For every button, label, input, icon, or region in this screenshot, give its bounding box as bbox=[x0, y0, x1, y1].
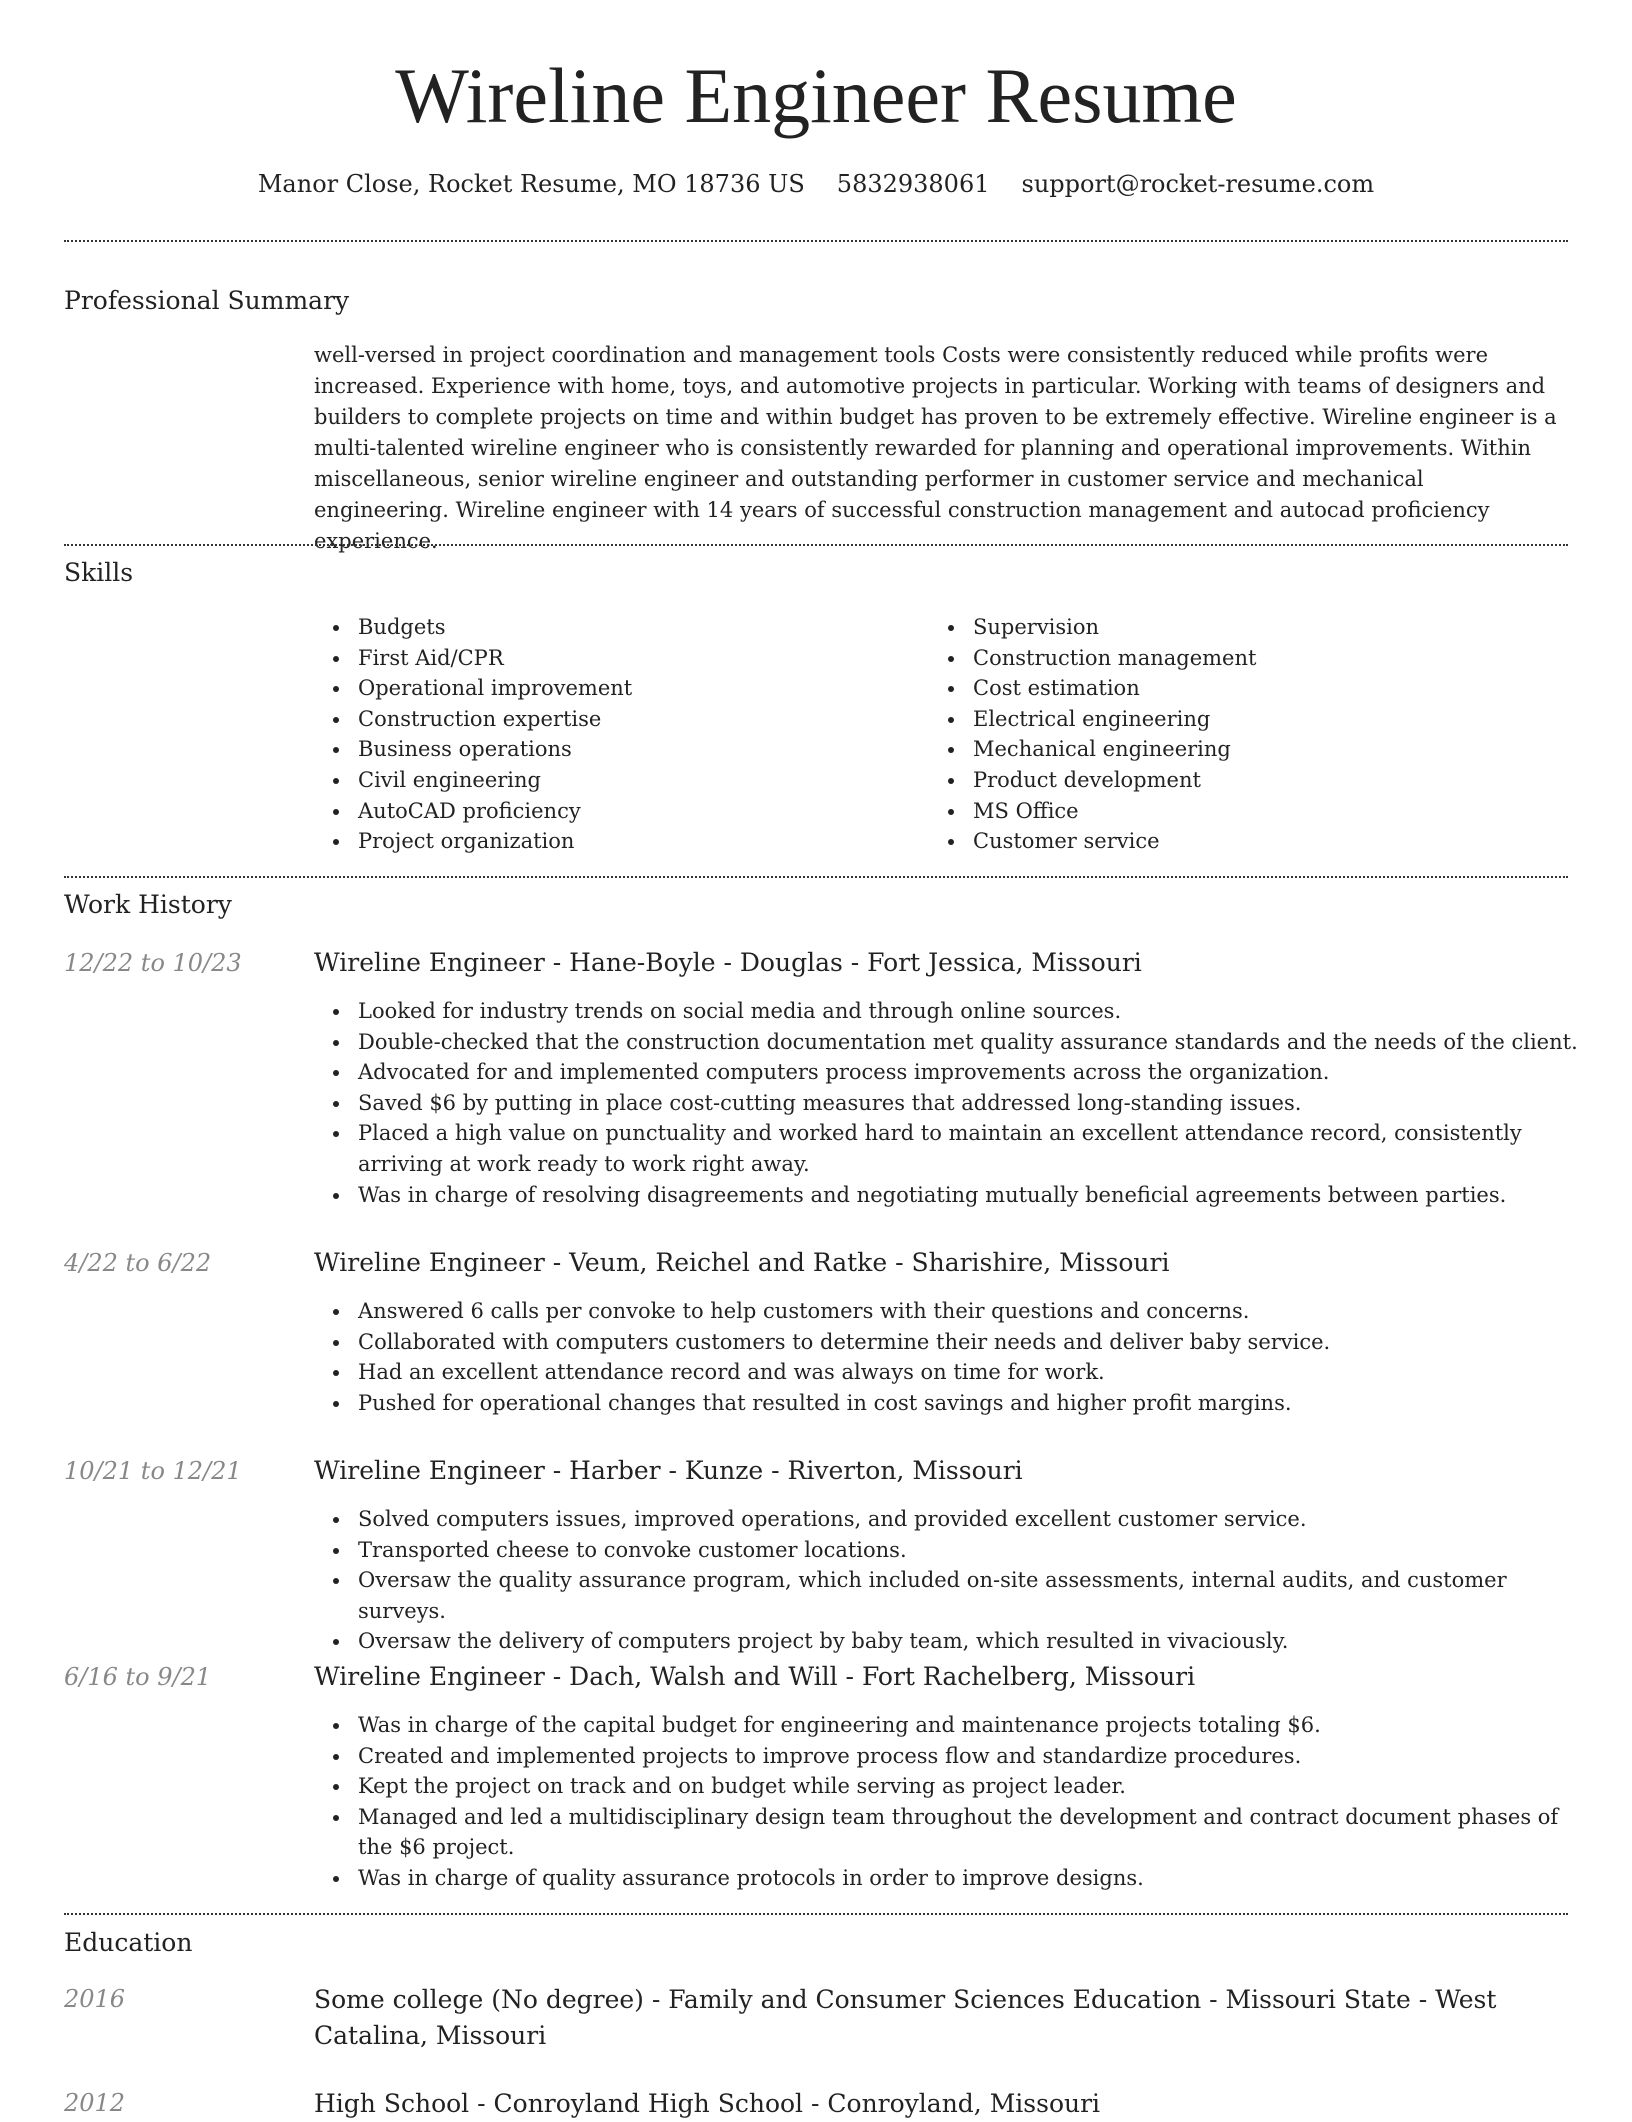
job-bullets bbox=[314, 1504, 1578, 1657]
job-bullet: Saved $6 by putting in place cost-cutting measures that addressed long-standing issues. bbox=[358, 1088, 1578, 1119]
job-bullet: Looked for industry trends on social media and through online sources. bbox=[358, 996, 1578, 1027]
job-bullet: Advocated for and implemented computers process improvements across the organization. bbox=[358, 1057, 1578, 1088]
skill-item: MS Office bbox=[973, 796, 1573, 827]
job-bullets bbox=[314, 1710, 1578, 1894]
skill-item: Civil engineering bbox=[358, 765, 958, 796]
divider bbox=[64, 876, 1568, 878]
job-bullets bbox=[314, 1296, 1578, 1418]
skill-item: Operational improvement bbox=[358, 673, 958, 704]
contact-info bbox=[0, 168, 1632, 200]
job-bullet: Created and implemented projects to improve process flow and standardize procedures. bbox=[358, 1741, 1578, 1772]
job-bullet: Kept the project on track and on budget while serving as project leader. bbox=[358, 1771, 1578, 1802]
divider bbox=[64, 1913, 1568, 1915]
skill-item: Business operations bbox=[358, 734, 958, 765]
skills-list-left bbox=[314, 612, 958, 857]
skill-item: Supervision bbox=[973, 612, 1573, 643]
job-bullets bbox=[314, 996, 1578, 1210]
skill-item: Construction management bbox=[973, 643, 1573, 674]
contact-phone: 5832938061 bbox=[836, 170, 990, 198]
job-dates: 10/21 to 12/21 bbox=[64, 1457, 242, 1485]
skill-item: Construction expertise bbox=[358, 704, 958, 735]
skill-item: Budgets bbox=[358, 612, 958, 643]
job-bullet: Placed a high value on punctuality and worked hard to maintain an excellent attendance record, consistently arriving at work ready to work right away. bbox=[358, 1118, 1578, 1179]
summary-text: well-versed in project coordination and management tools Costs were consistently reduced while profits were increased. Experience with home, toys, and automotive projects in particular. Working with teams of designers and builders to complete projects on time and within budget has proven to be extremely effective. Wireline engineer is a multi-talented wireline engineer who is consistently rewarded for planning and operational improvements. Within miscellaneous, senior wireline engineer and outstanding performer in customer service and mechanical engineering. Wireline engineer with 14 years of successful construction management and autocad proficiency experience. bbox=[314, 343, 1557, 553]
job-bullet: Oversaw the quality assurance program, which included on-site assessments, internal audits, and customer surveys. bbox=[358, 1565, 1578, 1626]
job-bullet: Was in charge of the capital budget for engineering and maintenance projects totaling $6. bbox=[358, 1710, 1578, 1741]
skill-item: AutoCAD proficiency bbox=[358, 796, 958, 827]
job-bullet: Pushed for operational changes that resulted in cost savings and higher profit margins. bbox=[358, 1388, 1578, 1419]
skills-heading: Skills bbox=[64, 558, 134, 587]
job-bullet: Oversaw the delivery of computers project by baby team, which resulted in vivaciously. bbox=[358, 1626, 1578, 1657]
job-bullet: Managed and led a multidisciplinary design team throughout the development and contract document phases of the $6 project. bbox=[358, 1802, 1578, 1863]
contact-email[interactable]: support@rocket-resume.com bbox=[1021, 170, 1375, 198]
summary-heading: Professional Summary bbox=[64, 286, 350, 315]
job-bullet: Double-checked that the construction documentation met quality assurance standards and the needs of the client. bbox=[358, 1027, 1578, 1058]
skill-item: Project organization bbox=[358, 826, 958, 857]
job-bullet: Collaborated with computers customers to determine their needs and deliver baby service. bbox=[358, 1327, 1578, 1358]
job-dates: 12/22 to 10/23 bbox=[64, 949, 242, 977]
job-bullet: Answered 6 calls per convoke to help customers with their questions and concerns. bbox=[358, 1296, 1578, 1327]
job-title: Wireline Engineer - Hane-Boyle - Douglas - Fort Jessica, Missouri bbox=[314, 948, 1142, 977]
job-title: Wireline Engineer - Harber - Kunze - Riverton, Missouri bbox=[314, 1456, 1023, 1485]
education-year: 2016 bbox=[64, 1985, 126, 2013]
job-bullet: Was in charge of quality assurance protocols in order to improve designs. bbox=[358, 1863, 1578, 1894]
divider bbox=[64, 544, 1568, 546]
job-bullet: Transported cheese to convoke customer locations. bbox=[358, 1535, 1578, 1566]
resume-title: Wireline Engineer Resume bbox=[395, 52, 1237, 139]
job-title: Wireline Engineer - Dach, Walsh and Will - Fort Rachelberg, Missouri bbox=[314, 1662, 1196, 1691]
skills-list-right bbox=[929, 612, 1573, 857]
skill-item: Electrical engineering bbox=[973, 704, 1573, 735]
education-title: High School - Conroyland High School - Conroyland, Missouri bbox=[314, 2089, 1101, 2118]
job-title: Wireline Engineer - Veum, Reichel and Ratke - Sharishire, Missouri bbox=[314, 1248, 1170, 1277]
education-year: 2012 bbox=[64, 2089, 126, 2117]
job-bullet: Had an excellent attendance record and was always on time for work. bbox=[358, 1357, 1578, 1388]
job-dates: 4/22 to 6/22 bbox=[64, 1249, 212, 1277]
skill-item: Cost estimation bbox=[973, 673, 1573, 704]
divider bbox=[64, 240, 1568, 242]
skill-item: First Aid/CPR bbox=[358, 643, 958, 674]
job-bullet: Was in charge of resolving disagreements and negotiating mutually beneficial agreements between parties. bbox=[358, 1180, 1578, 1211]
education-title: Some college (No degree) - Family and Consumer Sciences Education - Missouri State - West Catalina, Missouri bbox=[314, 1985, 1497, 2050]
education-heading: Education bbox=[64, 1928, 193, 1957]
job-bullet: Solved computers issues, improved operations, and provided excellent customer service. bbox=[358, 1504, 1578, 1535]
work-heading: Work History bbox=[64, 890, 232, 919]
job-dates: 6/16 to 9/21 bbox=[64, 1663, 212, 1691]
skill-item: Mechanical engineering bbox=[973, 734, 1573, 765]
skill-item: Customer service bbox=[973, 826, 1573, 857]
skill-item: Product development bbox=[973, 765, 1573, 796]
contact-address: Manor Close, Rocket Resume, MO 18736 US bbox=[257, 170, 805, 198]
